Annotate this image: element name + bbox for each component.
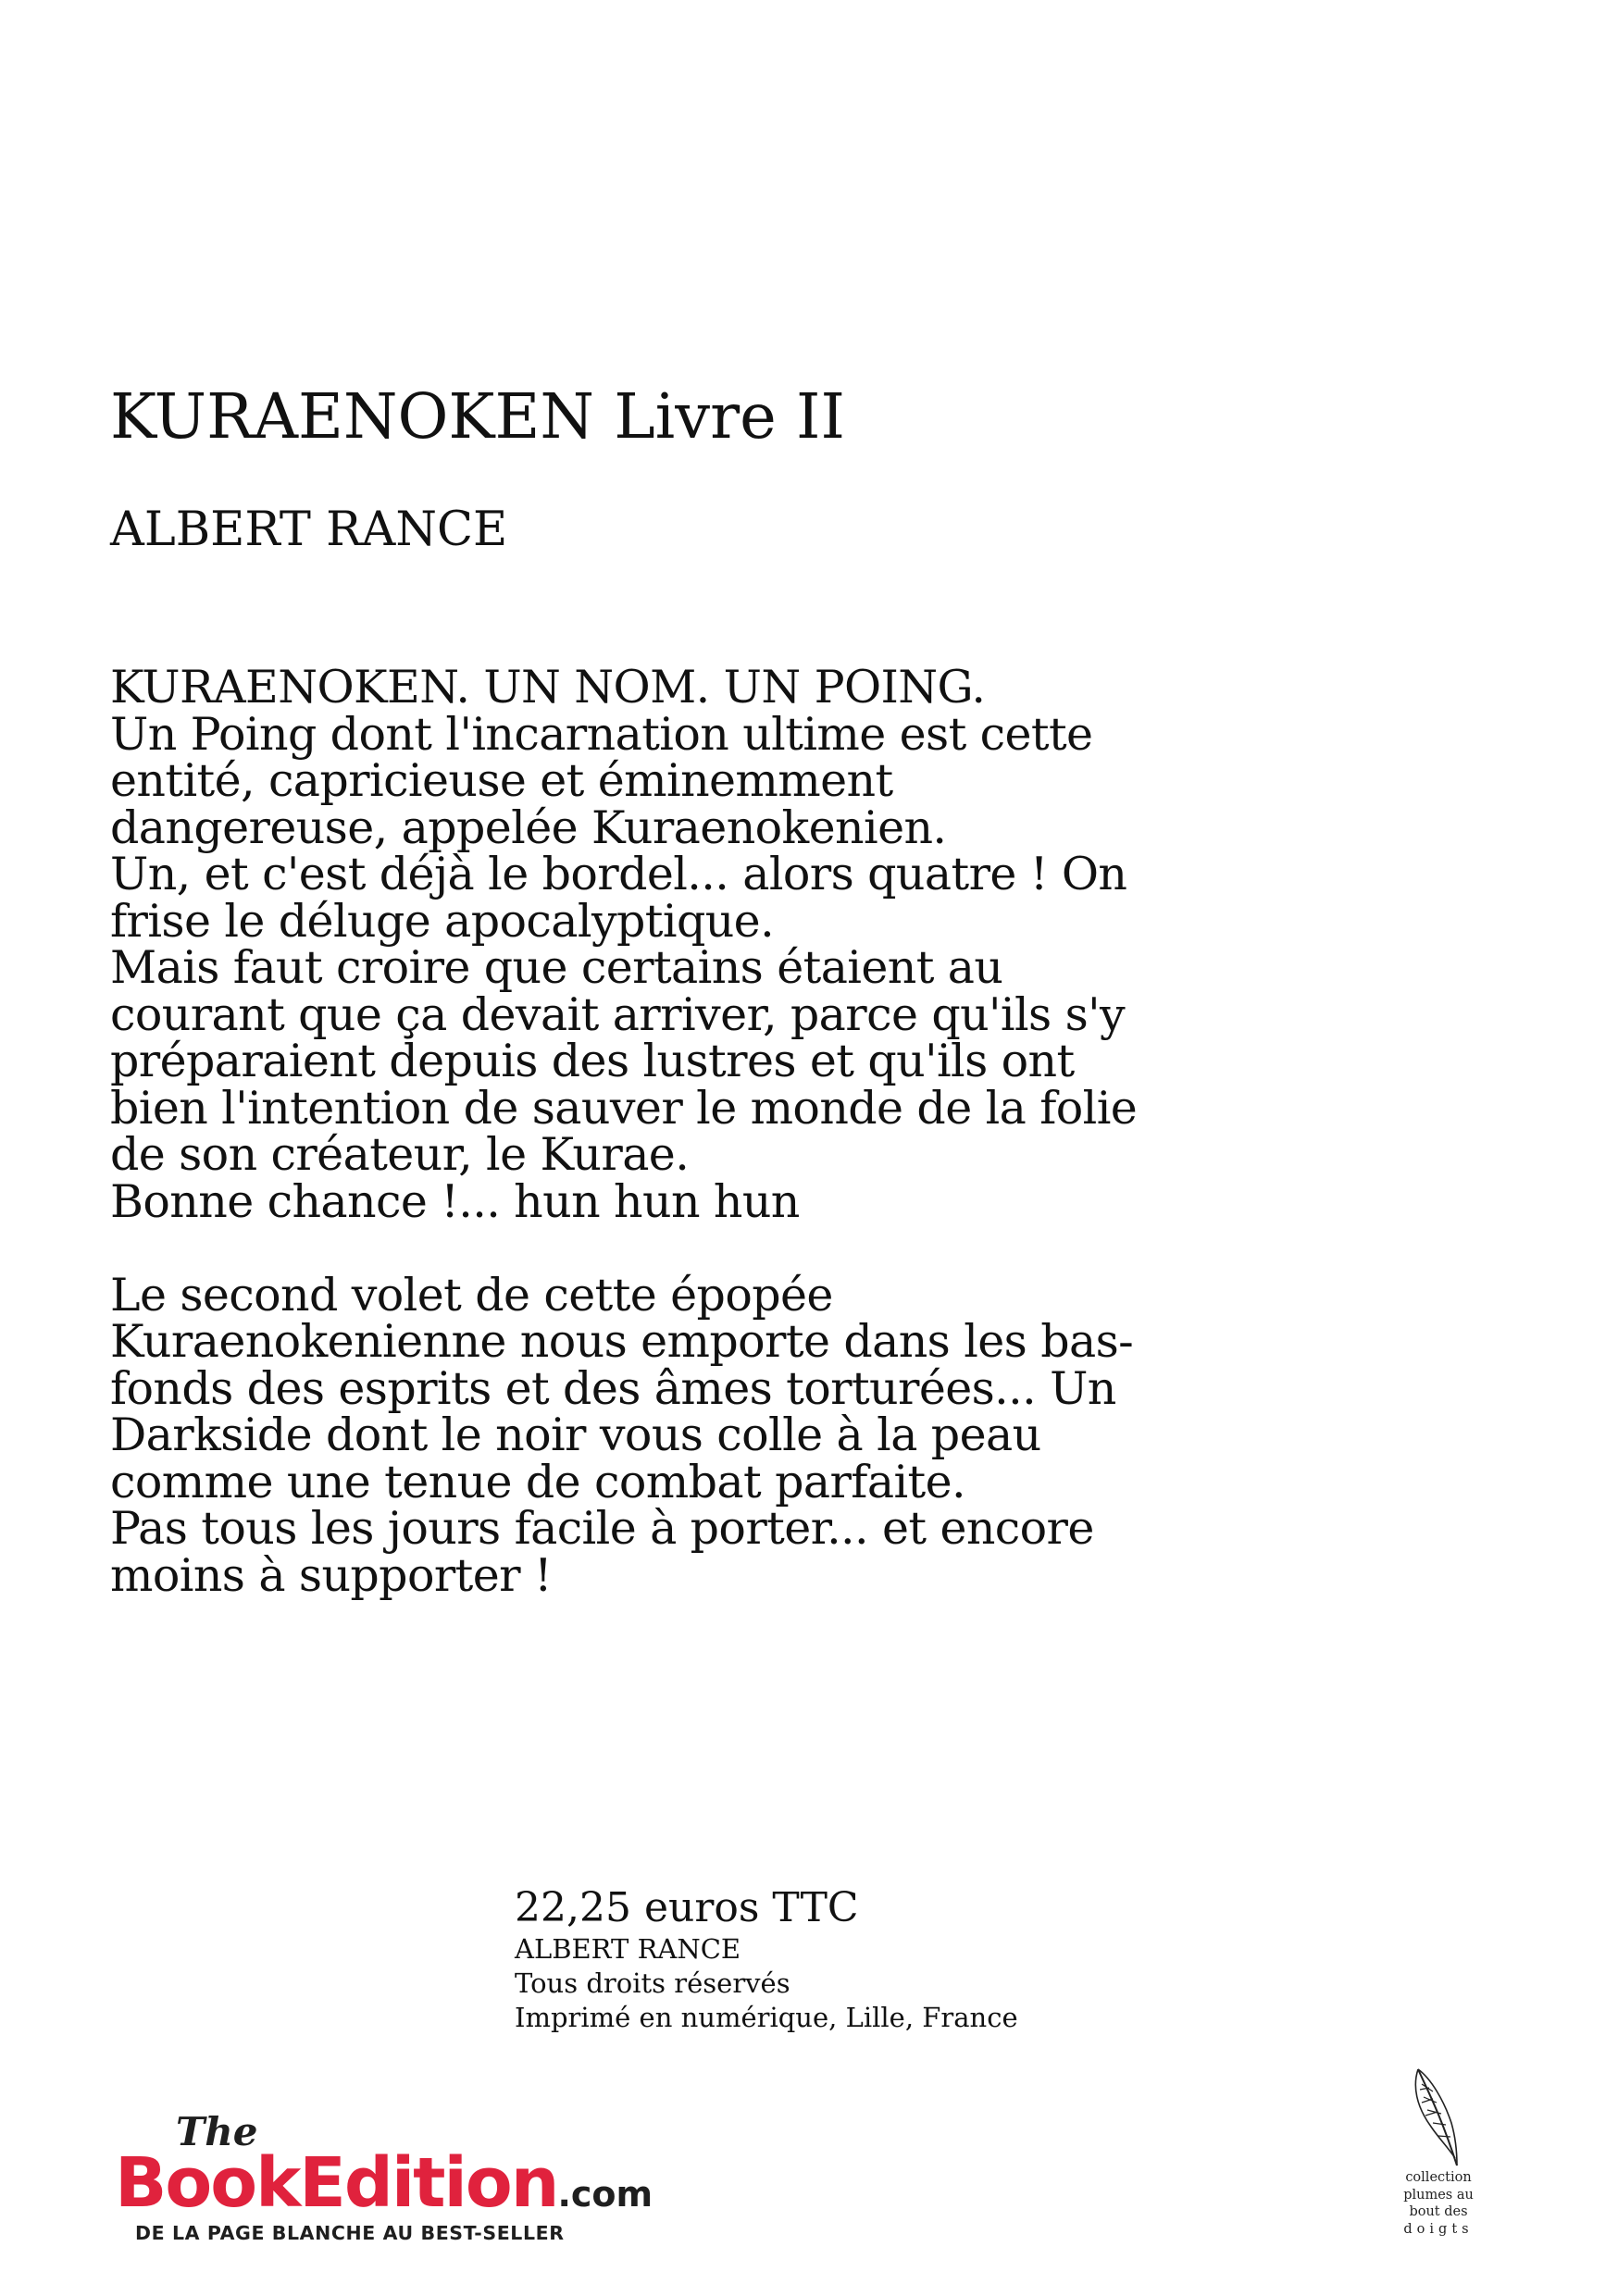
price: 22,25 euros TTC xyxy=(515,1884,859,1931)
blurb-line: Un Poing dont l'incarnation ultime est cette xyxy=(110,707,1093,761)
blurb-line: dangereuse, appelée Kuraenokenien. xyxy=(110,800,947,854)
blurb-line: entité, capricieuse et éminemment xyxy=(110,754,893,807)
logo-tagline: DE LA PAGE BLANCHE AU BEST-SELLER xyxy=(135,2222,565,2244)
print-location: Imprimé en numérique, Lille, France xyxy=(515,2002,1018,2033)
paragraph-gap xyxy=(110,1225,1313,1272)
book-title: KURAENOKEN Livre II xyxy=(110,380,845,453)
collection-line: collection xyxy=(1405,2170,1472,2185)
blurb-line: courant que ça devait arriver, parce qu'ils s'y xyxy=(110,987,1126,1041)
collection-line: doigts xyxy=(1403,2221,1474,2237)
logo-name: BookEdition xyxy=(115,2143,558,2223)
collection-line: plumes au xyxy=(1403,2187,1474,2203)
colophon-author: ALBERT RANCE xyxy=(515,1933,741,1965)
blurb-line: préparaient depuis des lustres et qu'ils ont xyxy=(110,1035,1075,1087)
back-cover-blurb xyxy=(110,661,1313,1602)
blurb-line: bien l'intention de sauver le monde de la folie xyxy=(110,1081,1138,1135)
quill-icon xyxy=(1411,2066,1466,2169)
logo-the: The xyxy=(176,2109,258,2154)
publisher-logo xyxy=(115,2109,670,2251)
blurb-line: comme une tenue de combat parfaite. xyxy=(110,1455,965,1508)
collection-mark xyxy=(1394,2066,1483,2238)
book-author: ALBERT RANCE xyxy=(110,503,508,557)
blurb-line: Bonne chance !... hun hun hun xyxy=(110,1174,800,1228)
colophon xyxy=(515,1884,1018,2035)
blurb-line: fonds des esprits et des âmes torturées... Un xyxy=(110,1361,1116,1415)
logo-domain: .com xyxy=(557,2174,653,2215)
blurb-line: frise le déluge apocalyptique. xyxy=(110,894,775,948)
blurb-line: Darkside dont le noir vous colle à la peau xyxy=(110,1409,1041,1461)
blurb-line: Le second volet de cette épopée xyxy=(110,1268,833,1322)
blurb-line: KURAENOKEN. UN NOM. UN POING. xyxy=(110,661,986,714)
blurb-line: Pas tous les jours facile à porter... et encore xyxy=(110,1502,1094,1555)
blurb-line: Un, et c'est déjà le bordel... alors quatre ! On xyxy=(110,848,1127,900)
rights-notice: Tous droits réservés xyxy=(515,1967,790,1999)
collection-line: bout des xyxy=(1409,2204,1468,2219)
blurb-line: Kuraenokenienne nous emporte dans les bas- xyxy=(110,1315,1134,1368)
blurb-line: moins à supporter ! xyxy=(110,1548,553,1602)
blurb-line: de son créateur, le Kurae. xyxy=(110,1128,690,1181)
blurb-line: Mais faut croire que certains étaient au xyxy=(110,941,1003,994)
